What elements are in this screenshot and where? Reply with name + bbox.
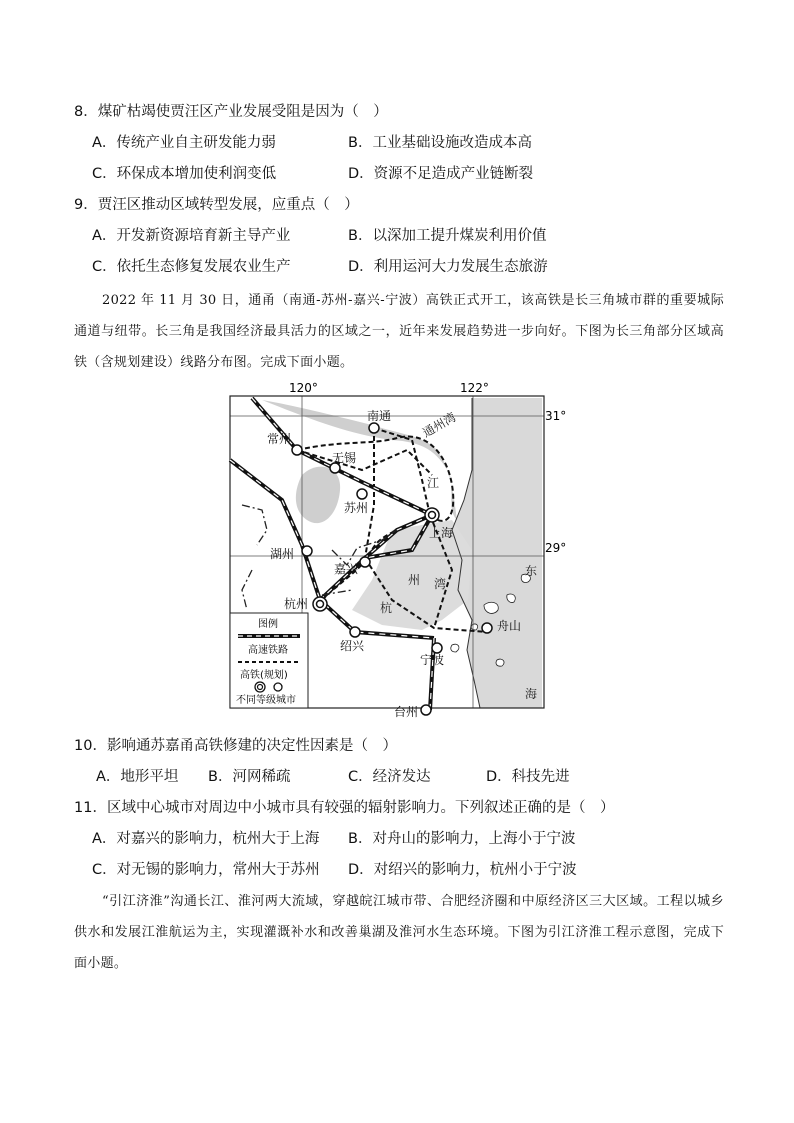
question-11-stem: 11．区域中心城市对周边中小城市具有较强的辐射影响力。下列叙述正确的是（ ） [74,800,615,816]
city-suzhou-marker [357,489,367,499]
city-changzhou-label: 常州 [267,432,292,446]
city-zhoushan-marker [482,623,492,633]
question-8-option-d: D．资源不足造成产业链断裂 [348,166,534,182]
water-label-hai: 海 [525,687,538,701]
city-shaoxing-label: 绍兴 [340,639,365,653]
question-11-option-c: C．对无锡的影响力，常州大于苏州 [92,862,320,878]
taihu-lake [296,467,340,524]
lat-label-29: 29° [545,541,567,555]
question-10-option-b: B．河网稀疏 [208,769,291,785]
city-taizhou-marker [421,705,431,715]
city-shaoxing-marker [350,627,360,637]
question-11-option-a: A．对嘉兴的影响力，杭州大于上海 [92,831,320,847]
question-11-option-d: D．对绍兴的影响力，杭州小于宁波 [348,862,577,878]
water-label-dong: 东 [525,564,538,578]
city-zhoushan-label: 舟山 [497,619,522,633]
yangtze-delta-hsr-map [222,380,567,720]
city-hangzhou-inner-marker [317,601,324,608]
water-label-hang: 杭 [380,601,393,615]
legend-city-symbol [274,683,282,691]
water-label-tongzhouwan: 通州湾 [420,409,459,441]
lat-label-31: 31° [545,409,567,423]
passage-tongyong-hsr: 2022 年 11 月 30 日，通甬（南通-苏州-嘉兴-宁波）高铁正式开工，该高铁是长三角城市群的重要城际通道与纽带。长三角是我国经济最具活力的区域之一，近年来发展趋势进一步向好。下图为长三角部分区域高铁（含规划建设）线路分布图。完成下面小题。 [74,293,724,370]
water-label-jiang: 江 [427,476,440,490]
city-nantong-marker [369,423,379,433]
city-ningbo-marker [432,643,442,653]
city-huzhou-label: 湖州 [270,547,295,561]
question-9-option-d: D．利用运河大力发展生态旅游 [348,259,548,275]
question-9-option-b: B．以深加工提升煤炭利用价值 [348,228,547,244]
legend-planned-label: 高铁(规划) [240,670,288,681]
city-wuxi-label: 无锡 [332,451,357,465]
city-jiaxing-label: 嘉兴 [334,562,359,576]
question-10-stem: 10．影响通苏嘉甬高铁修建的决定性因素是（ ） [74,738,397,754]
legend-title: 图例 [258,619,278,630]
legend-cities-label: 不同等级城市 [236,695,296,706]
question-9-stem: 9．贾汪区推动区域转型发展，应重点（ ） [74,197,359,213]
city-shanghai-inner-marker [429,512,436,519]
city-taizhou-label: 台州 [394,705,419,719]
city-hangzhou-label: 杭州 [284,597,309,611]
city-ningbo-label: 宁波 [420,653,445,667]
lon-label-120: 120° [289,381,318,395]
question-10-option-c: C．经济发达 [348,769,431,785]
lon-label-122: 122° [460,381,489,395]
question-8-stem: 8．煤矿枯竭使贾汪区产业发展受阻是因为（ ） [74,104,388,120]
question-10-option-a: A．地形平坦 [96,769,179,785]
question-8-option-a: A．传统产业自主研发能力弱 [92,135,276,151]
question-8-option-b: B．工业基础设施改造成本高 [348,135,532,151]
question-9-option-c: C．依托生态修复发展农业生产 [92,259,291,275]
legend-hsr-label: 高速铁路 [248,645,288,656]
city-shanghai-label: 上海 [429,526,454,540]
water-label-zhou: 州 [408,573,421,587]
passage-yinjiang-jihuai: “引江济淮”沟通长江、淮河两大流域，穿越皖江城市带、合肥经济圈和中原经济区三大区域。工程以城乡供水和发展江淮航运为主，实现灌溉补水和改善巢湖及淮河水生态环境。下图为引江济淮工程示意图，完成下面小题。 [74,894,724,971]
question-10-option-d: D．科技先进 [486,769,570,785]
water-label-wan: 湾 [434,577,447,591]
city-nantong-label: 南通 [367,409,392,423]
city-suzhou-label: 苏州 [344,501,369,515]
city-huzhou-marker [302,546,312,556]
map-legend [230,613,308,708]
question-8-option-c: C．环保成本增加使利润变低 [92,166,277,182]
question-9-option-a: A．开发新资源培育新主导产业 [92,228,291,244]
question-11-option-b: B．对舟山的影响力，上海小于宁波 [348,831,576,847]
city-jiaxing-marker [360,557,370,567]
city-changzhou-marker [292,445,302,455]
